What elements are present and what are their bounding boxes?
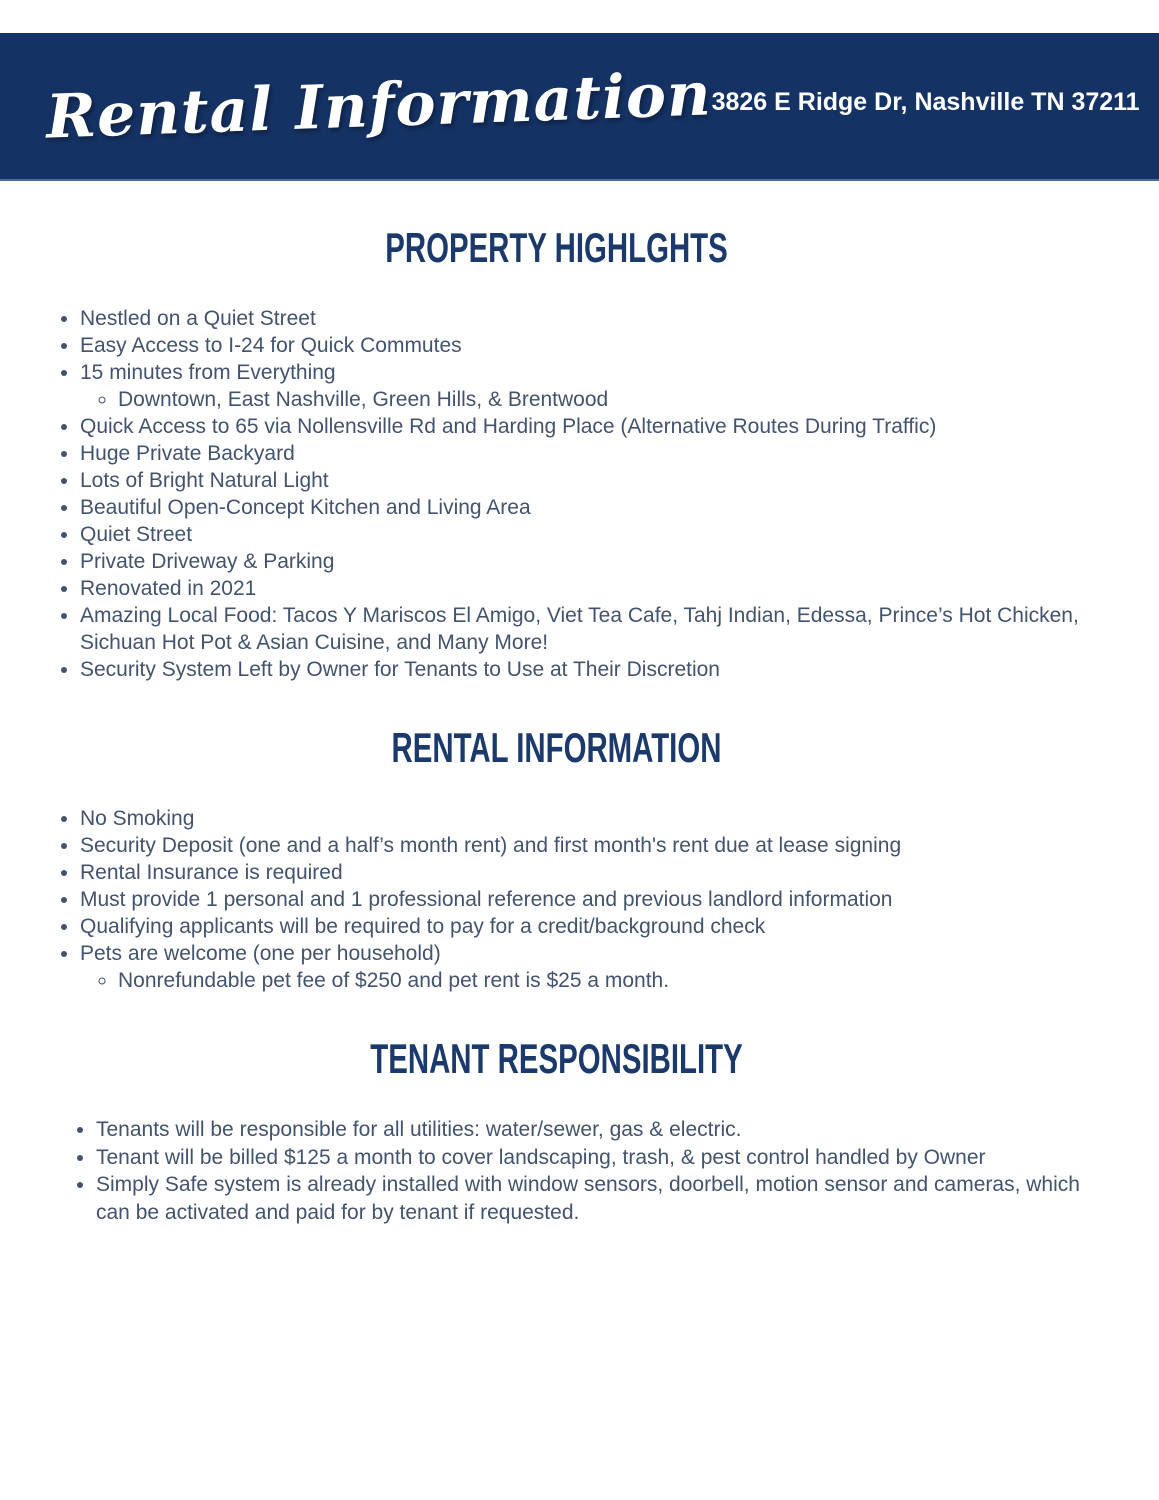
list-item: • Tenant will be billed $125 a month to cover landscaping, trash, & pest control handled by Owner bbox=[96, 1144, 1113, 1172]
list-item: • Tenants will be responsible for all utilities: water/sewer, gas & electric. bbox=[96, 1116, 1113, 1144]
list-item: • Security Deposit (one and a half’s month rent) and first month's rent due at lease signing bbox=[80, 832, 1113, 859]
list-item: • Beautiful Open-Concept Kitchen and Living Area bbox=[80, 494, 1113, 521]
bullet-list bbox=[0, 1116, 1113, 1226]
bullet-list bbox=[0, 305, 1113, 683]
list-item: • Easy Access to I-24 for Quick Commutes bbox=[80, 332, 1113, 359]
list-item: • Qualifying applicants will be required to pay for a credit/background check bbox=[80, 913, 1113, 940]
bullet-list bbox=[0, 805, 1113, 994]
content bbox=[0, 224, 1159, 1226]
list-item: • 15 minutes from Everything ◦ Downtown, East Nashville, Green Hills, & Brentwood bbox=[80, 359, 1113, 413]
list-item: • Quiet Street bbox=[80, 521, 1113, 548]
section-heading: TENANT RESPONSIBILITY bbox=[370, 1035, 743, 1082]
list-item: • Lots of Bright Natural Light bbox=[80, 467, 1113, 494]
section-heading: PROPERTY HIGHLGHTS bbox=[385, 224, 728, 271]
header-band bbox=[0, 33, 1159, 181]
list-item: • Security System Left by Owner for Tenants to Use at Their Discretion bbox=[80, 656, 1113, 683]
list-item: • Quick Access to 65 via Nollensville Rd and Harding Place (Alternative Routes During Traffic) bbox=[80, 413, 1113, 440]
section bbox=[0, 1035, 1113, 1226]
section bbox=[0, 724, 1113, 994]
section-heading: RENTAL INFORMATION bbox=[391, 724, 722, 771]
sub-list-item: ◦ Downtown, East Nashville, Green Hills, & Brentwood bbox=[118, 386, 1113, 413]
property-address: 3826 E Ridge Dr, Nashville TN 37211 bbox=[711, 87, 1140, 116]
list-item: • Private Driveway & Parking bbox=[80, 548, 1113, 575]
list-item: • Huge Private Backyard bbox=[80, 440, 1113, 467]
list-item: • Pets are welcome (one per household) ◦ Nonrefundable pet fee of $250 and pet rent is $25 a month. bbox=[80, 940, 1113, 994]
list-item: • Simply Safe system is already installed with window sensors, doorbell, motion sensor and cameras, which can be activated and paid for by tenant if requested. bbox=[96, 1171, 1113, 1226]
list-item: • Renovated in 2021 bbox=[80, 575, 1113, 602]
page-title: Rental Information bbox=[44, 59, 713, 153]
sub-list bbox=[80, 386, 1113, 413]
sub-list bbox=[80, 967, 1113, 994]
list-item: • Nestled on a Quiet Street bbox=[80, 305, 1113, 332]
list-item: • Must provide 1 personal and 1 professional reference and previous landlord information bbox=[80, 886, 1113, 913]
list-item: • Amazing Local Food: Tacos Y Mariscos El Amigo, Viet Tea Cafe, Tahj Indian, Edessa, Prince’s Hot Chicken, Sichuan Hot Pot & Asian Cuisine, and Many More! bbox=[80, 602, 1113, 656]
list-item: • No Smoking bbox=[80, 805, 1113, 832]
sub-list-item: ◦ Nonrefundable pet fee of $250 and pet rent is $25 a month. bbox=[118, 967, 1113, 994]
list-item: • Rental Insurance is required bbox=[80, 859, 1113, 886]
section bbox=[0, 224, 1113, 683]
